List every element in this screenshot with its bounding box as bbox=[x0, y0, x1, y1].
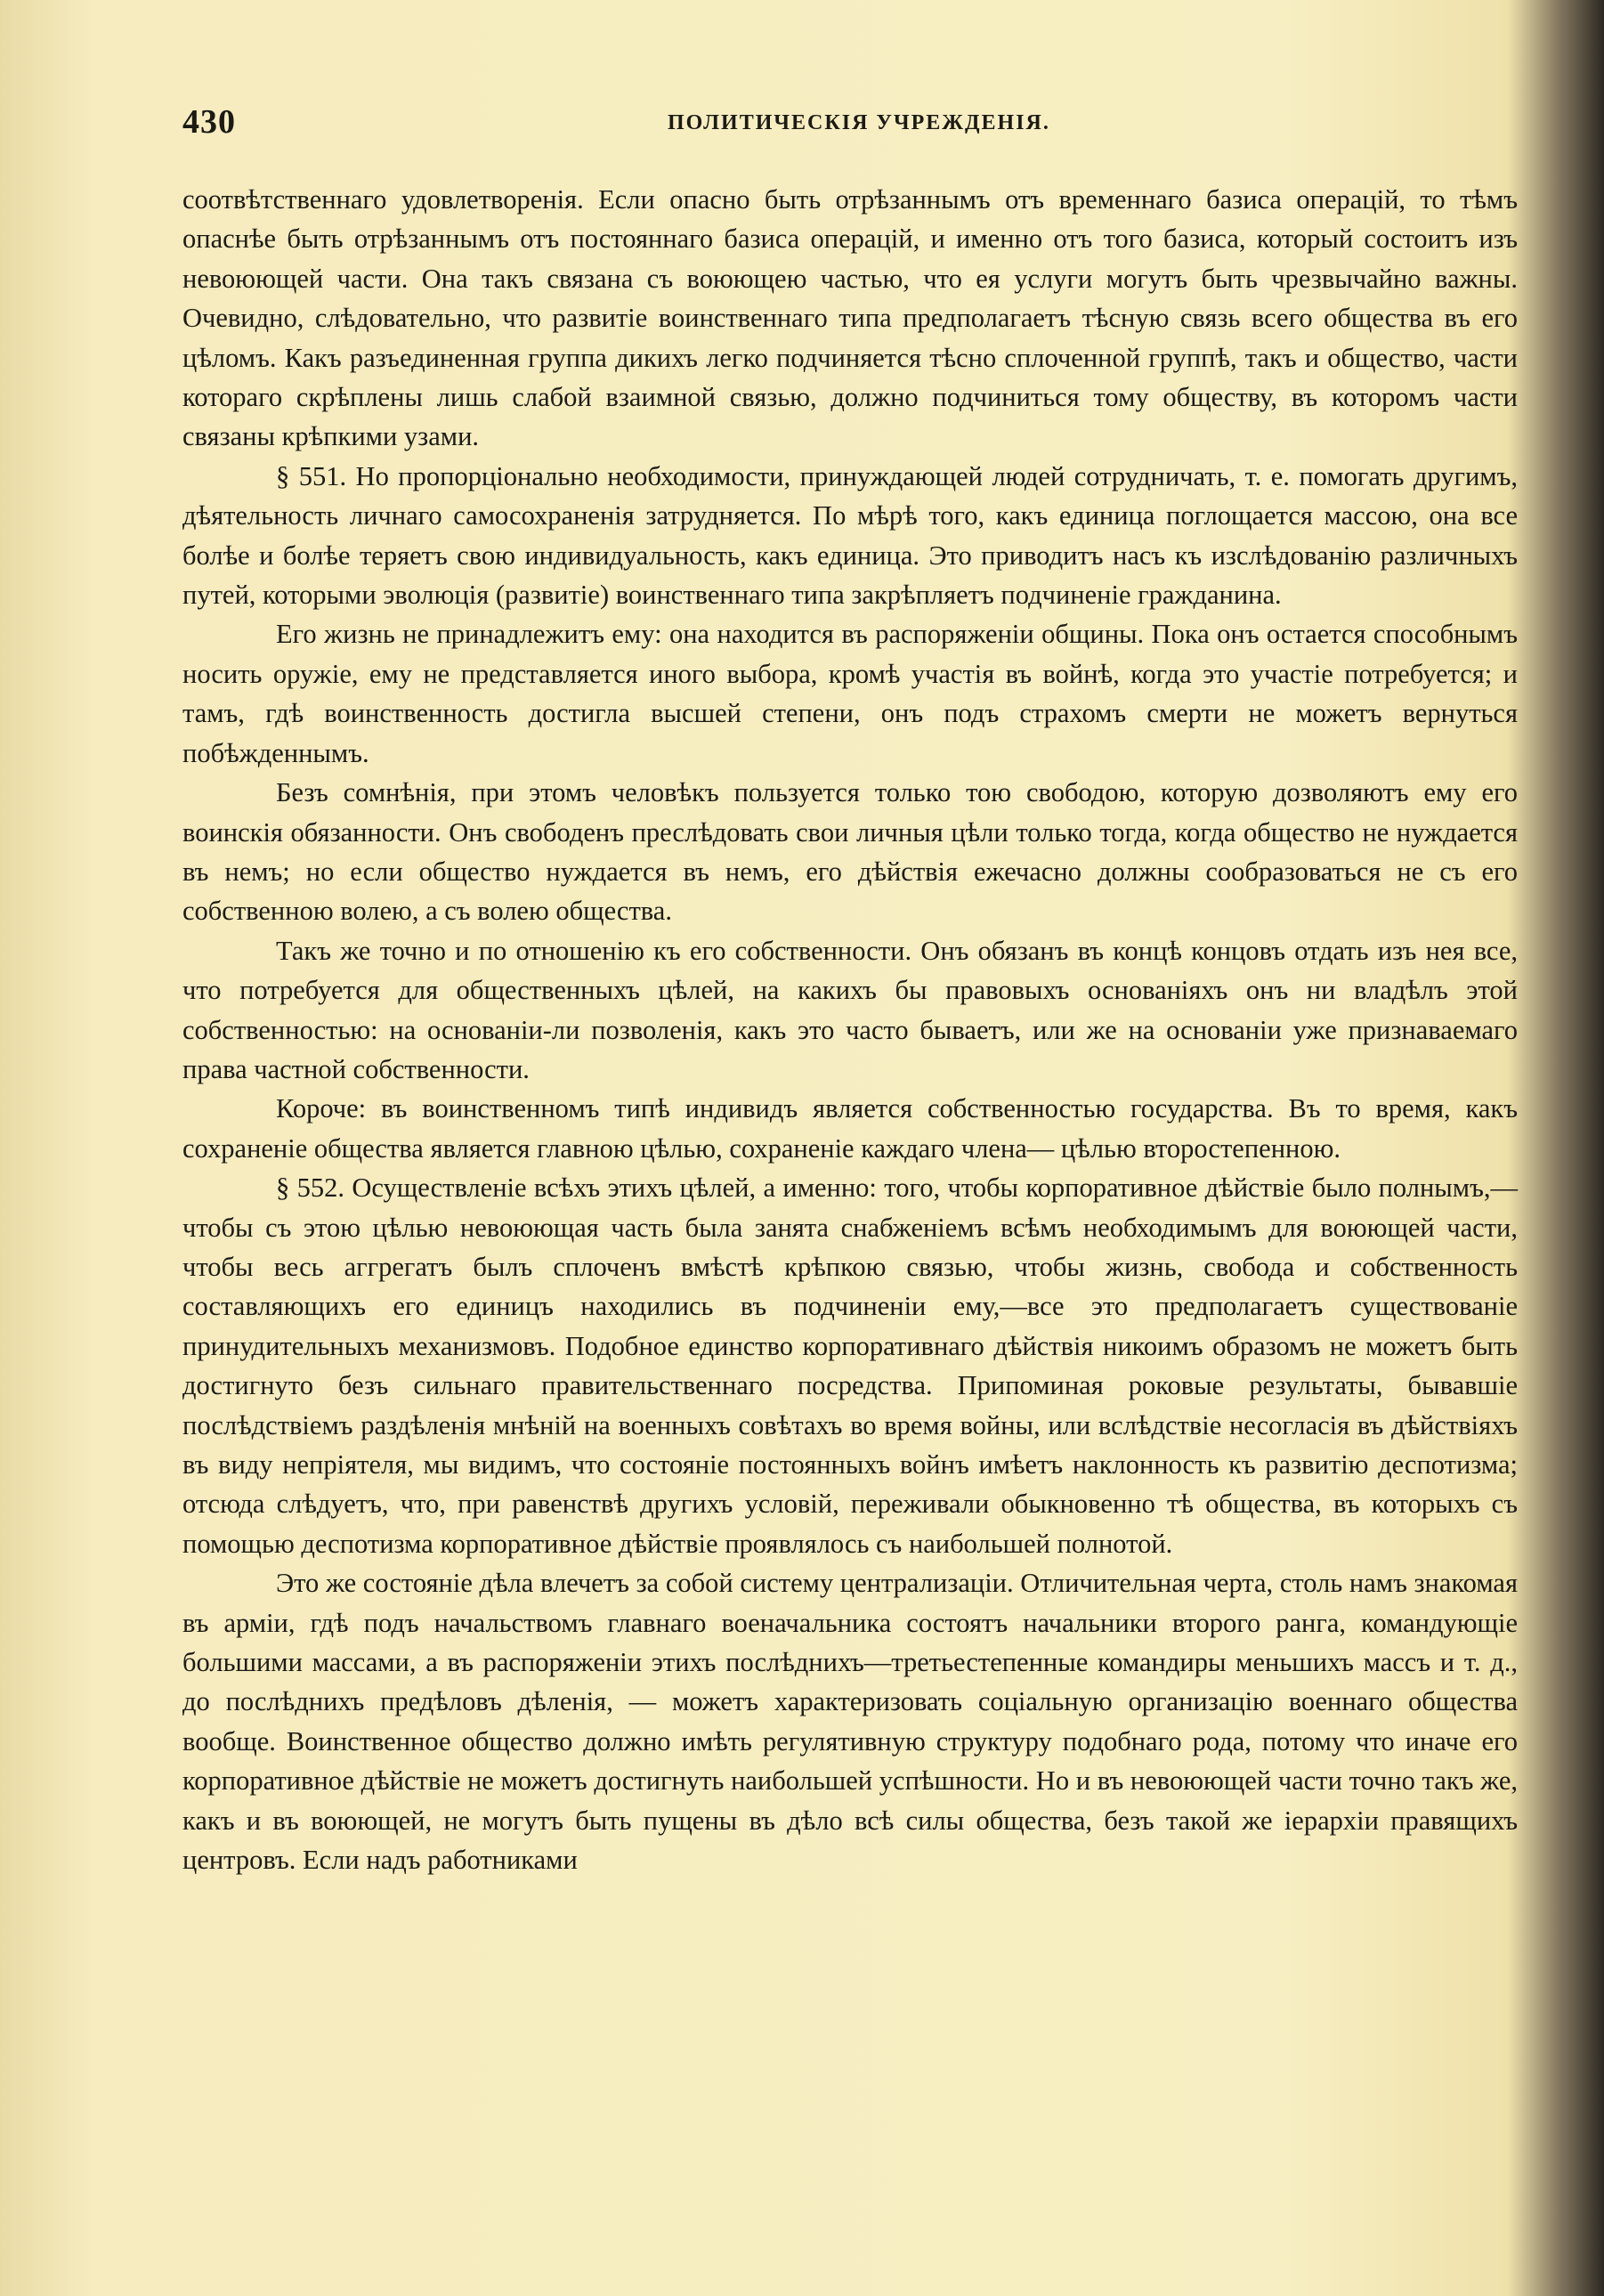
paragraph: Короче: въ воинственномъ типѣ индивидъ является собственностью государства. Въ то время, какъ сохраненіе общества является главною цѣлью, сохраненіе каждаго члена— цѣлью второстепенною. bbox=[182, 1093, 1518, 1164]
paragraph: Безъ сомнѣнія, при этомъ человѣкъ пользуется только тою свободою, которую дозволяютъ ему его воинскія обязанности. Онъ свободенъ преслѣдовать свои личныя цѣли только тогда, когда общество не нуждается въ немъ; но если общество нуждается въ немъ, его дѣйствія ежечасно должны сообразоваться не съ его собственною волею, а съ волею общества. bbox=[182, 777, 1518, 927]
page-number: 430 bbox=[182, 103, 236, 141]
paragraph: Такъ же точно и по отношенію къ его собственности. Онъ обязанъ въ концѣ концовъ отдать изъ нея все, что потребуется для общественныхъ цѣлей, на какихъ бы правовыхъ основаніяхъ онъ ни владѣлъ этой собственностью: на основаніи-ли позволенія, какъ это часто бываетъ, или же на основаніи уже признаваемаго права частной собственности. bbox=[182, 935, 1518, 1084]
paragraph-section-552: § 552. Осуществленіе всѣхъ этихъ цѣлей, а именно: того, чтобы корпоративное дѣйствіе было полнымъ,—чтобы съ этою цѣлью невоюющая часть была занята снабженіемъ всѣмъ необходимымъ для воюющей части, чтобы весь аггрегатъ былъ сплоченъ вмѣстѣ крѣпкою связью, чтобы жизнь, свобода и собственность составляющихъ его единицъ находились въ подчиненіи ему,—все это предполагаетъ существованіе принудительныхъ механизмовъ. Подобное единство корпоративнаго дѣйствія никоимъ образомъ не можетъ быть достигнуто безъ сильнаго правительственнаго посредства. Припоминая роковые результаты, бывавшіе послѣдствіемъ раздѣленія мнѣній на военныхъ совѣтахъ во время войны, или вслѣдствіе несогласія въ дѣйствіяхъ въ виду непріятеля, мы видимъ, что состояніе постоянныхъ войнъ имѣетъ наклонность къ развитію деспотизма; отсюда слѣдуетъ, что, при равенствѣ другихъ условій, переживали обыкновенно тѣ общества, въ которыхъ съ помощью деспотизма корпоративное дѣйствіе проявлялось съ наибольшей полнотой. bbox=[182, 1172, 1518, 1559]
paragraph: соотвѣтственнаго удовлетворенія. Если опасно быть отрѣзаннымъ отъ временнаго базиса операцій, то тѣмъ опаснѣе быть отрѣзаннымъ отъ постояннаго базиса операцій, и именно отъ того базиса, который состоитъ изъ невоюющей части. Она такъ связана съ воюющею частью, что ея услуги могутъ быть чрезвычайно важны. Очевидно, слѣдовательно, что развитіе воинственнаго типа предполагаетъ тѣсную связь всего общества въ его цѣломъ. Какъ разъединенная группа дикихъ легко подчиняется тѣсно сплоченной группѣ, такъ и общество, части котораго скрѣплены лишь слабой взаимной связью, должно подчиниться тому обществу, въ которомъ части связаны крѣпкими узами. bbox=[182, 184, 1518, 452]
body-text bbox=[182, 180, 1518, 1879]
running-title: ПОЛИТИЧЕСКІЯ УЧРЕЖДЕНІЯ. bbox=[668, 111, 1050, 134]
paragraph-section-551: § 551. Но пропорціонально необходимости, принуждающей людей сотрудничать, т. е. помогать другимъ, дѣятельность личнаго самосохраненія затрудняется. По мѣрѣ того, какъ единица поглощается массою, она все болѣе и болѣе теряетъ свою индивидуальность, какъ единица. Это приводитъ насъ къ изслѣдованію различныхъ путей, которыми эволюція (развитіе) воинственнаго типа закрѣпляетъ подчиненіе гражданина. bbox=[182, 460, 1518, 611]
page-header bbox=[182, 102, 1518, 147]
paragraph: Его жизнь не принадлежитъ ему: она находится въ распоряженіи общины. Пока онъ остается способнымъ носить оружіе, ему не представляется иного выбора, кромѣ участія въ войнѣ, когда это участіе потребуется; и тамъ, гдѣ воинственность достигла высшей степени, онъ подъ страхомъ смерти не можетъ вернуться побѣжденнымъ. bbox=[182, 619, 1518, 768]
paragraph: Это же состояніе дѣла влечетъ за собой систему централизаціи. Отличительная черта, столь намъ знакомая въ арміи, гдѣ подъ начальствомъ главнаго военачальника состоятъ начальники второго ранга, командующіе большими массами, а въ распоряженіи этихъ послѣднихъ—третьестепенные командиры меньшихъ массъ и т. д., до послѣднихъ предѣловъ дѣленія, — можетъ характеризовать соціальную организацію военнаго общества вообще. Воинственное общество должно имѣть регулятивную структуру подобнаго рода, потому что иначе его корпоративное дѣйствіе не можетъ достигнуть наибольшей успѣшности. Но и въ невоюющей части точно такъ же, какъ и въ воюющей, не могутъ быть пущены въ дѣло всѣ силы общества, безъ такой же іерархіи правящихъ центровъ. Если надъ работниками bbox=[182, 1568, 1518, 1876]
